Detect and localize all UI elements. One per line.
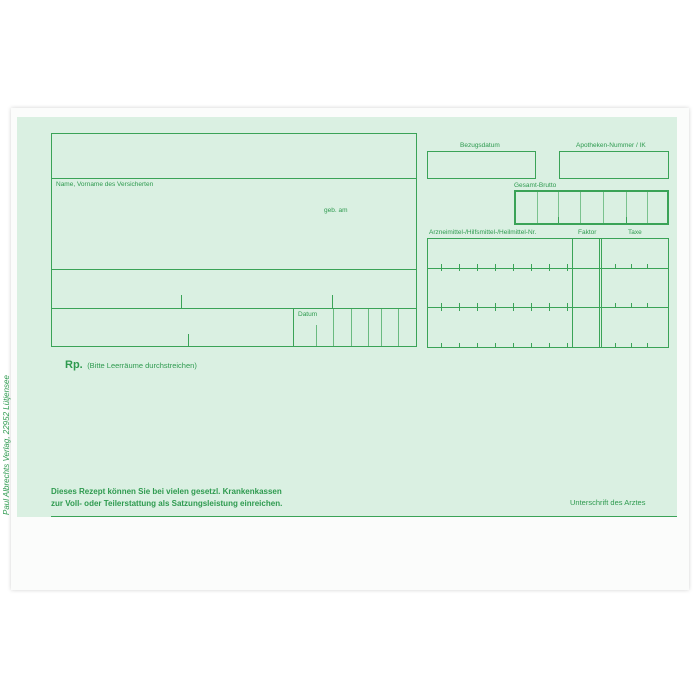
date-digit-divider (351, 308, 352, 347)
digit-tick (459, 343, 460, 347)
medication-number-field-3[interactable] (428, 308, 571, 347)
digit-tick (615, 303, 616, 307)
digit-tick (495, 268, 496, 271)
digit-tick (549, 268, 550, 271)
digit-tick (647, 343, 648, 347)
digit-tick (477, 308, 478, 311)
digit-tick (477, 343, 478, 347)
amount-digit-divider (580, 192, 581, 223)
gesamt-brutto-label: Gesamt-Brutto (514, 182, 557, 189)
digit-tick (647, 303, 648, 307)
digit-tick (615, 343, 616, 347)
digit-tick (531, 343, 532, 347)
rp-label: Rp. (65, 359, 83, 371)
digit-tick (513, 343, 514, 347)
date-digit-divider (316, 325, 317, 347)
digit-tick (477, 303, 478, 307)
bezugsdatum-field[interactable] (427, 151, 536, 179)
digit-tick (495, 308, 496, 311)
medication-number-field-1[interactable] (428, 239, 571, 267)
date-label: Datum (298, 311, 318, 318)
birth-date-label: geb. am (324, 207, 348, 214)
digit-tick (459, 268, 460, 271)
rp-area (65, 355, 197, 373)
faktor-column-label: Faktor (578, 229, 597, 236)
digit-tick (495, 343, 496, 347)
digit-tick (513, 303, 514, 307)
digit-tick (441, 303, 442, 307)
decimal-marker (558, 217, 559, 223)
insured-name-label: Name, Vorname des Versicherten (56, 181, 154, 188)
digit-tick (549, 343, 550, 347)
amount-digit-divider (537, 192, 538, 223)
table-column-divider (572, 238, 573, 348)
insurance-number-field[interactable] (52, 270, 416, 307)
publisher-imprint: Paul Albrechts Verlag, 22952 Lütjensee (2, 375, 11, 515)
digit-tick (567, 268, 568, 271)
digit-tick (459, 303, 460, 307)
apotheke-field[interactable] (559, 151, 669, 179)
digit-tick (549, 303, 550, 307)
amount-digit-divider (647, 192, 648, 223)
digit-tick (441, 268, 442, 271)
rp-hint: (Bitte Leerräume durchstreichen) (87, 361, 197, 370)
digit-tick (615, 264, 616, 268)
digit-tick (631, 303, 632, 307)
digit-tick (549, 308, 550, 311)
digit-tick (477, 268, 478, 271)
apotheke-label: Apotheken-Nummer / IK (576, 142, 646, 149)
arznei-column-label: Arzneimittel-/Hilfsmittel-/Heilmittel-Nr. (429, 229, 537, 236)
digit-tick (441, 308, 442, 311)
digit-tick (495, 303, 496, 307)
digit-tick (631, 264, 632, 268)
digit-tick (631, 343, 632, 347)
table-column-divider (601, 238, 602, 348)
digit-tick (567, 308, 568, 311)
digit-tick (531, 308, 532, 311)
doctor-signature-label: Unterschrift des Arztes (570, 498, 646, 507)
taxe-column-label: Taxe (628, 229, 642, 236)
medication-number-field-2[interactable] (428, 269, 571, 306)
digit-tick (531, 268, 532, 271)
date-digit-divider (381, 308, 382, 347)
insured-name-field[interactable] (52, 179, 416, 269)
digit-tick (567, 343, 568, 347)
table-column-divider (599, 238, 600, 348)
bottom-rule (51, 516, 677, 517)
doctor-number-field[interactable] (52, 309, 293, 346)
reimbursement-notice (51, 486, 282, 510)
date-digit-divider (368, 308, 369, 347)
decimal-marker (626, 217, 627, 223)
digit-tick (567, 303, 568, 307)
amount-digit-divider (603, 192, 604, 223)
prescription-text-area[interactable] (52, 372, 676, 482)
digit-tick (647, 264, 648, 268)
notice-line-2: zur Voll- oder Teilerstattung als Satzungsleistung einreichen. (51, 499, 283, 508)
digit-tick (513, 268, 514, 271)
date-digit-divider (333, 308, 334, 347)
notice-line-1: Dieses Rezept können Sie bei vielen gesetzl. Krankenkassen (51, 487, 282, 496)
digit-tick (441, 343, 442, 347)
digit-tick (459, 308, 460, 311)
digit-tick (513, 308, 514, 311)
date-digit-divider (398, 308, 399, 347)
bezugsdatum-label: Bezugsdatum (460, 142, 500, 149)
digit-tick (531, 303, 532, 307)
